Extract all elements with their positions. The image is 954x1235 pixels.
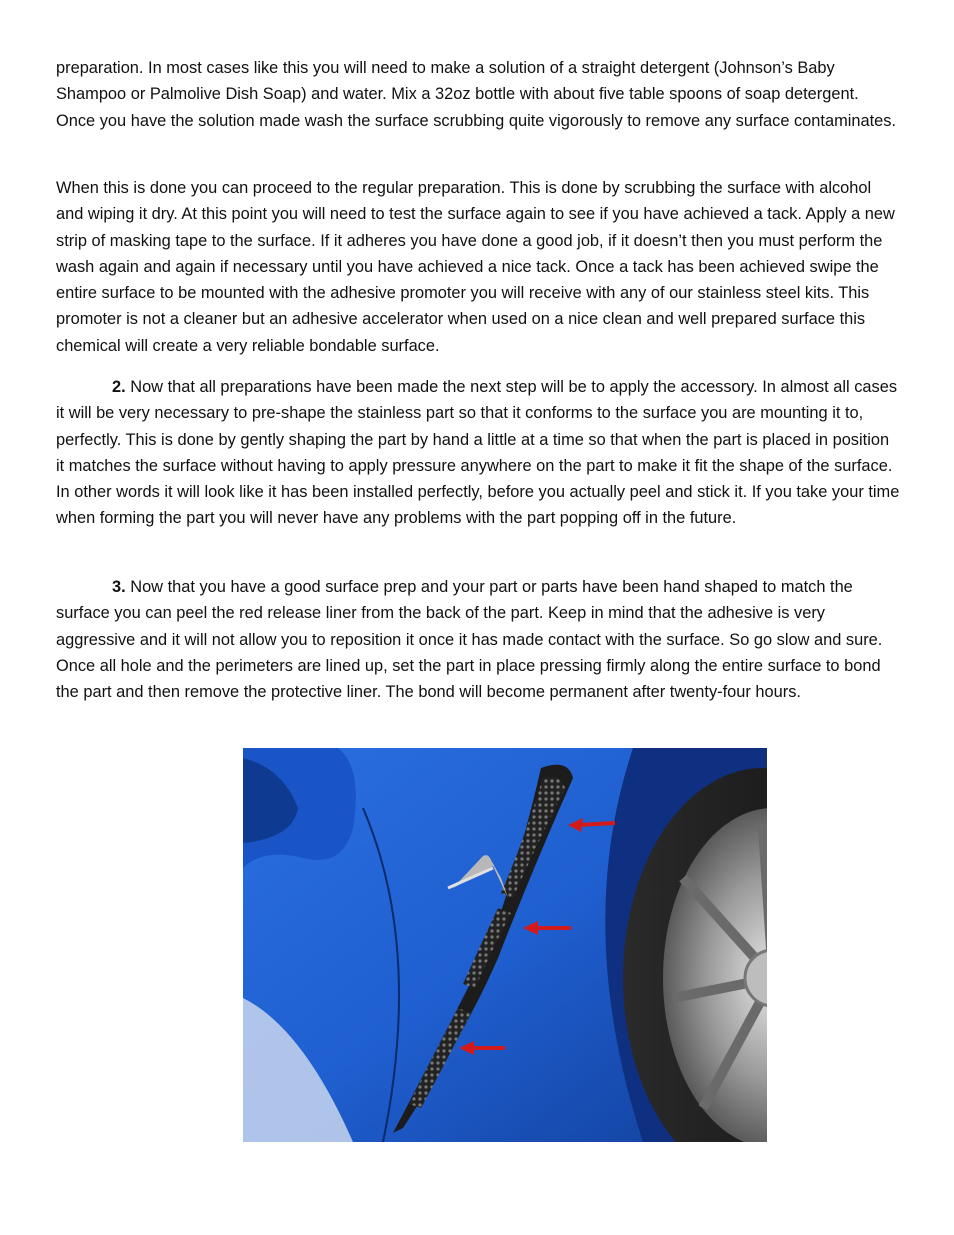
paragraph-text: Now that you have a good surface prep and your part or parts have been hand shaped to match the surface you can peel the red release liner from the back of the part. Keep in mind that the adhesive is very aggressive and it will not allow you to reposition it once it has made contact with the surface. So go slow and sure. Once all hole and the perimeters are lined up, set the part in place pressing firmly along the entire surface to bond the part and then remove the protective liner. The bond will become permanent after twenty-four hours. [56,578,883,702]
paragraph-text: When this is done you can proceed to the regular preparation. This is done by scrubbing the surface with alcohol and wiping it dry. At this point you will need to test the surface again to see if you have achieved a tack. Apply a new strip of masking tape to the surface. If it adheres you have done a good job, if it doesn’t then you must perform the wash again and again if necessary until you have achieved a nice tack. Once a tack has been achieved swipe the entire surface to be mounted with the adhesive promoter you will receive with any of our stainless steel kits. This promoter is not a cleaner but an adhesive accelerator when used on a nice clean and well prepared surface this chemical will create a very reliable bondable surface. [56,179,895,355]
paragraph-regular-preparation [56,175,901,359]
wheel [605,748,767,1142]
paragraph-step-2 [56,374,901,532]
car-vent-photo [243,748,767,1142]
paragraph-text: preparation. In most cases like this you will need to make a solution of a straight detergent (Johnson’s Baby Shampoo or Palmolive Dish Soap) and water. Mix a 32oz bottle with about five table spoons of soap detergent. Once you have the solution made wash the surface scrubbing quite vigorously to remove any surface contaminates. [56,59,897,130]
step-number: 2. [112,378,126,396]
paragraph-text: Now that all preparations have been made the next step will be to apply the accessory. In almost all cases it will be very necessary to pre-shape the stainless part so that it conforms to the surface you are mounting it to, perfectly. This is done by gently shaping the part by hand a little at a time so that when the part is placed in position it matches the surface without having to apply pressure anywhere on the part to make it fit the shape of the surface. In other words it will look like it has been installed perfectly, before you actually peel and stick it. If you take your time when forming the part you will never have any problems with the part popping off in the future. [56,378,900,528]
step-number: 3. [112,578,126,596]
paragraph-step-3 [56,574,901,705]
paragraph-preparation [56,55,901,134]
